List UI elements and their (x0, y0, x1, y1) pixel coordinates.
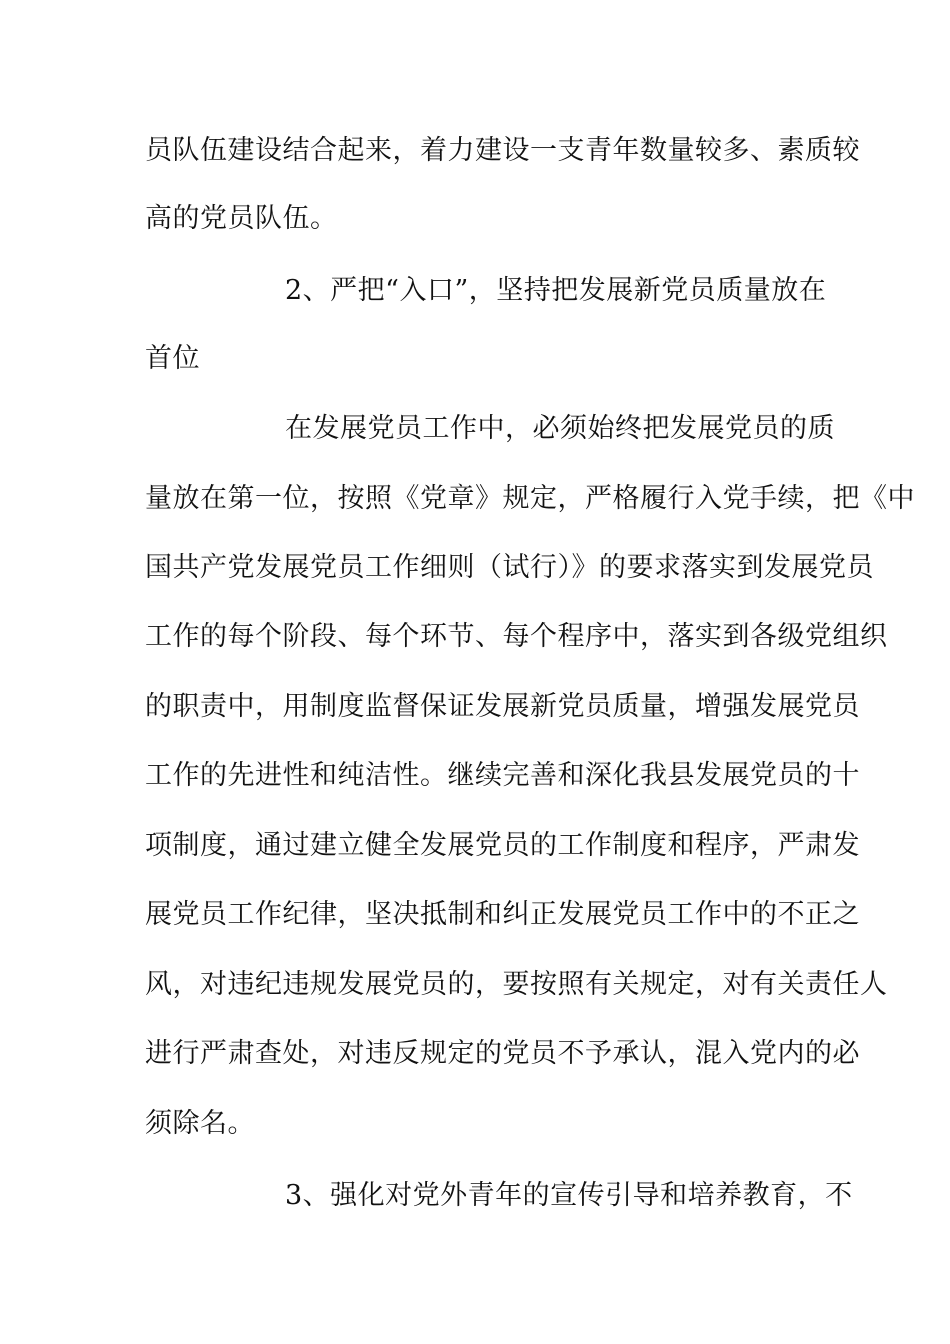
paragraph-line-12: 展党员工作纪律，坚决抵制和纠正发展党员工作中的不正之 (145, 899, 860, 930)
paragraph-line-14: 进行严肃查处，对违反规定的党员不予承认，混入党内的必 (145, 1038, 860, 1069)
paragraph-line-9: 的职责中，用制度监督保证发展新党员质量，增强发展党员 (145, 691, 860, 722)
paragraph-line-13: 风，对违纪违规发展党员的，要按照有关规定，对有关责任人 (145, 969, 888, 1000)
paragraph-line-15: 须除名。 (145, 1108, 255, 1139)
section-heading-2-line-1: 2、严把“入口”，坚持把发展新党员质量放在 (285, 275, 827, 306)
paragraph-line-6: 量放在第一位，按照《党章》规定，严格履行入党手续，把《中 (145, 483, 915, 514)
paragraph-line-10: 工作的先进性和纯洁性。继续完善和深化我县发展党员的十 (145, 760, 860, 791)
paragraph-line-8: 工作的每个阶段、每个环节、每个程序中，落实到各级党组织 (145, 621, 888, 652)
paragraph-line-5: 在发展党员工作中，必须始终把发展党员的质 (285, 413, 835, 444)
paragraph-line-2: 高的党员队伍。 (145, 203, 338, 234)
section-heading-2-line-2: 首位 (145, 343, 200, 374)
section-heading-3-line-1: 3、强化对党外青年的宣传引导和培养教育，不 (285, 1180, 853, 1211)
paragraph-line-1: 员队伍建设结合起来，着力建设一支青年数量较多、素质较 (145, 135, 860, 166)
paragraph-line-7: 国共产党发展党员工作细则（试行）》的要求落实到发展党员 (145, 552, 874, 583)
paragraph-line-11: 项制度，通过建立健全发展党员的工作制度和程序，严肃发 (145, 830, 860, 861)
